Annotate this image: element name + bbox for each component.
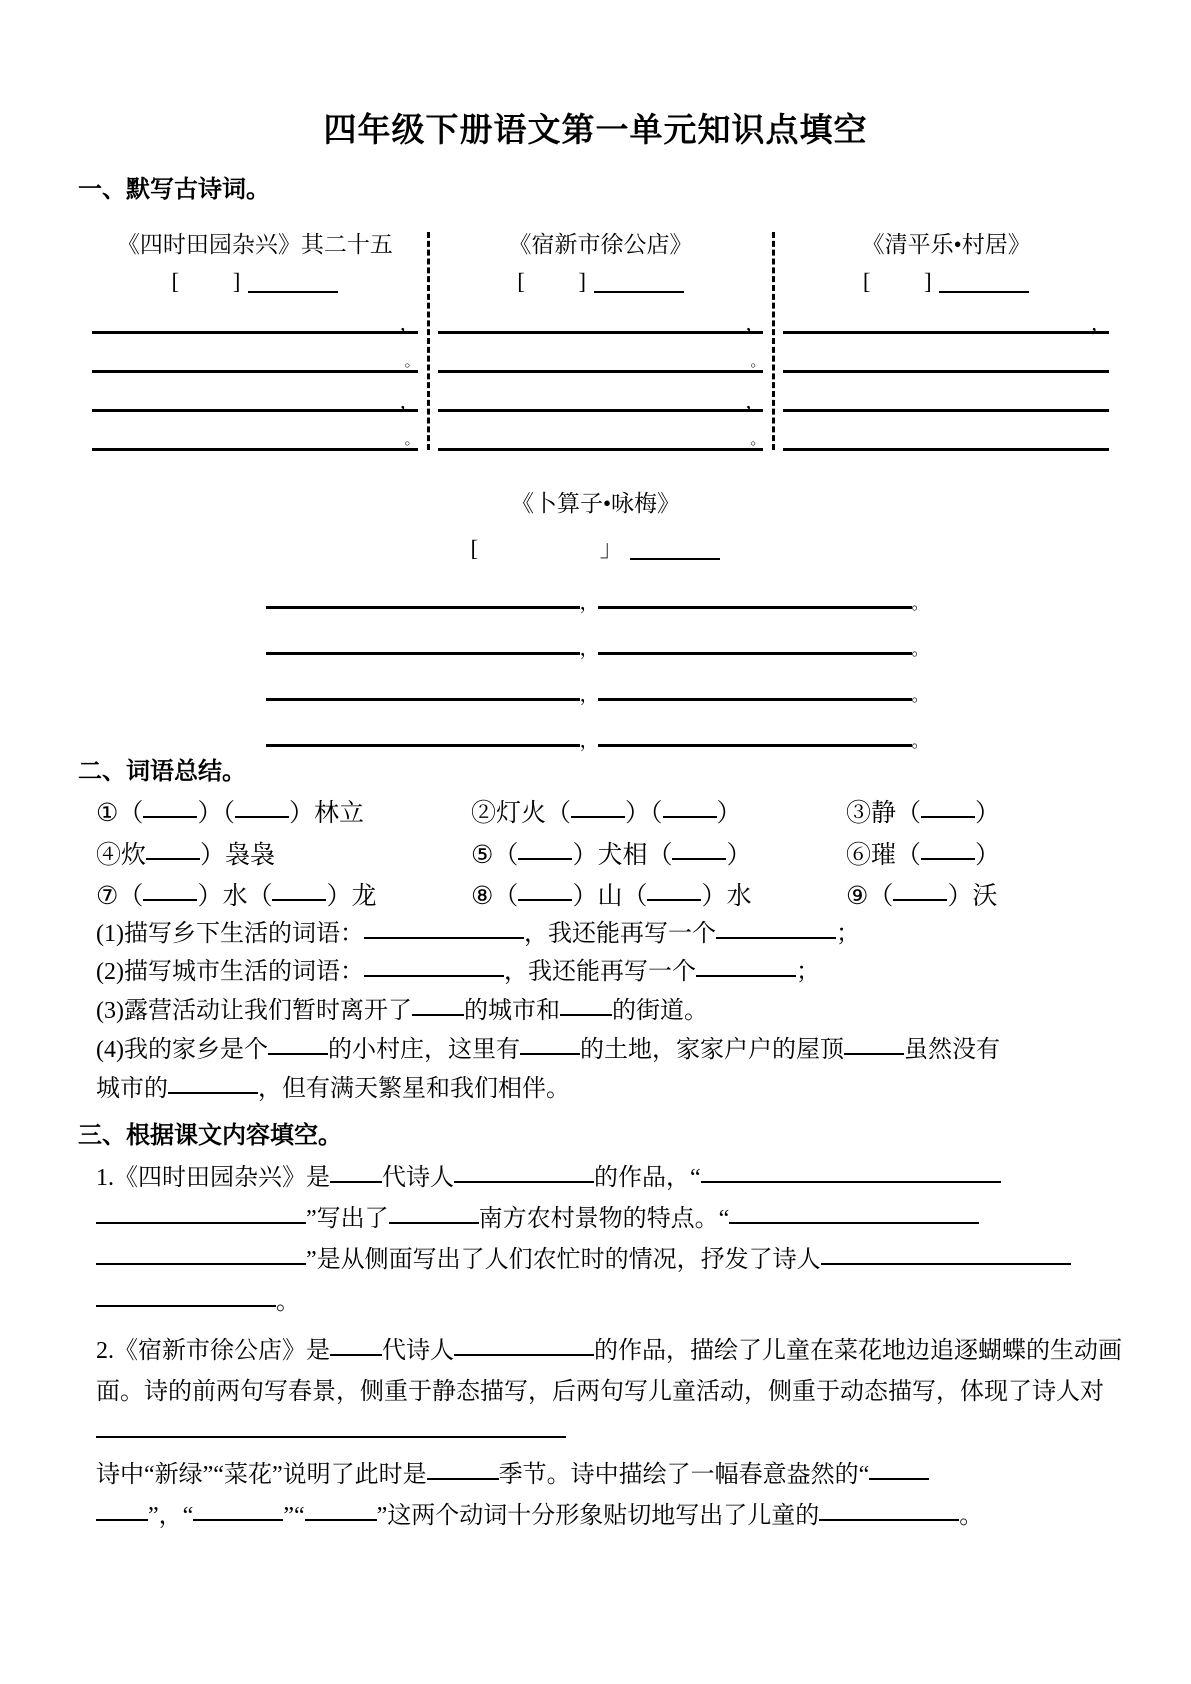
verse-line[interactable] [438, 391, 766, 413]
question-text: 季节。诗中描绘了一幅春意盎然的“ [498, 1461, 870, 1488]
fill-blank[interactable] [389, 1202, 479, 1224]
question-text: 代诗人 [382, 1337, 454, 1364]
question-text: ”写出了 [306, 1206, 389, 1233]
verse-punct: ， [745, 391, 766, 413]
word-text: ）袅袅 [200, 841, 276, 869]
verse-line[interactable] [783, 409, 1109, 412]
verse-punct: 。 [911, 731, 929, 751]
word-item-4[interactable] [96, 842, 471, 870]
center-verse-row [266, 730, 929, 752]
fill-blank[interactable] [729, 1202, 979, 1224]
question-text: 。 [276, 1288, 300, 1315]
word-text: ）（ [625, 800, 663, 827]
verse-punct: 。 [750, 432, 766, 448]
word-number: ② [471, 800, 497, 827]
sentence-text: ； [835, 920, 860, 947]
word-blank[interactable] [518, 899, 572, 901]
fill-blank[interactable] [268, 1033, 328, 1055]
fill-blank[interactable] [454, 1334, 594, 1356]
question-2-line-1 [96, 1331, 1123, 1455]
verse-lines [92, 313, 420, 451]
sentence-1 [96, 915, 1121, 954]
word-text: ）犬相（ [572, 841, 673, 869]
word-blank[interactable] [921, 816, 975, 818]
question-2-line-3 [96, 1496, 1123, 1537]
fill-blank[interactable] [330, 1161, 382, 1183]
verse-half[interactable] [598, 606, 912, 609]
word-blank[interactable] [146, 858, 200, 860]
center-poem-author-line [0, 530, 1191, 563]
sentence-text: ； [795, 959, 820, 986]
word-text: 静（ [871, 800, 922, 827]
fill-blank[interactable] [305, 1499, 377, 1521]
sentence-text: 的街道。 [611, 998, 708, 1025]
sentence-text: (2)描写城市生活的词语： [96, 959, 364, 986]
question-2-line-2 [96, 1455, 1123, 1496]
poem-author-line [438, 269, 764, 295]
question-text: ”这两个动词十分形象贴切地写出了儿童的 [376, 1503, 820, 1529]
verse-half[interactable] [266, 744, 580, 747]
word-item-9[interactable] [846, 883, 1086, 911]
verse-half[interactable] [598, 652, 912, 655]
word-number: ④ [96, 841, 122, 869]
verse-line[interactable] [92, 391, 420, 413]
question-text: 诗中“新绿”“菜花”说明了此时是 [96, 1461, 427, 1488]
word-text: ）水（ [197, 883, 273, 910]
poem-title: 《清平乐•村居》 [861, 232, 1031, 257]
verse-punct: 。 [404, 432, 420, 448]
word-text: ）龙 [326, 883, 377, 910]
fill-blank[interactable] [330, 1334, 382, 1356]
verse-lines [438, 313, 766, 451]
bracket-left: [ [862, 269, 871, 294]
question-text: ”是从侧面写出了人们农忙时的情况，抒发了诗人 [306, 1247, 821, 1274]
word-text: （ [493, 841, 519, 869]
fill-blank[interactable] [96, 1285, 276, 1307]
sentence-2 [96, 953, 1121, 992]
word-blank[interactable] [672, 858, 726, 860]
verse-punct: 。 [404, 354, 420, 370]
verse-punct: 。 [911, 639, 929, 659]
question-1-line-4 [96, 1282, 1123, 1323]
section-heading-two: 二、词语总结。 [78, 758, 246, 785]
question-1-line-3 [96, 1240, 1123, 1281]
question-text: 代诗人 [382, 1164, 454, 1191]
author-blank[interactable] [248, 291, 338, 293]
word-item-2[interactable] [471, 800, 846, 828]
verse-punct: 。 [750, 354, 766, 370]
word-number: ⑨ [846, 883, 869, 910]
word-text: ） [975, 800, 1001, 827]
sentence-text: (3)露营活动让我们暂时离开了 [96, 998, 412, 1025]
fill-blank[interactable] [821, 1243, 1071, 1265]
word-blank[interactable] [921, 858, 975, 860]
word-text: ）（ [197, 800, 235, 827]
word-text: （ [868, 883, 894, 910]
fill-blank[interactable] [168, 1072, 258, 1094]
bracket-right: ] [232, 269, 241, 294]
word-blank[interactable] [571, 816, 625, 818]
word-text: 璀（ [871, 841, 922, 869]
verse-line[interactable] [92, 313, 420, 335]
question-1-line-1 [96, 1158, 1123, 1199]
section-heading-one: 一、默写古诗词。 [78, 176, 270, 203]
sentence-text: 的小村庄，这里有 [327, 1037, 520, 1064]
bracket-right: ] [924, 269, 932, 294]
sentence-text: (1)描写乡下生活的词语： [96, 920, 364, 947]
question-text: 。 [959, 1503, 984, 1529]
question-text: 的作品，“ [594, 1164, 701, 1191]
fill-blank[interactable] [96, 1416, 566, 1438]
verse-punct: ， [745, 313, 766, 335]
word-blank[interactable] [518, 858, 572, 860]
verse-line[interactable] [92, 354, 420, 373]
fill-blank[interactable] [427, 1458, 499, 1480]
poem-author-line [783, 269, 1109, 295]
word-item-7[interactable] [96, 883, 471, 911]
fill-blank[interactable] [96, 1202, 306, 1224]
fill-blank[interactable] [560, 994, 612, 1016]
bracket-left: [ [171, 269, 180, 294]
fill-blank[interactable] [364, 955, 504, 977]
center-poem [0, 485, 1191, 752]
word-number: ⑧ [471, 883, 494, 910]
word-text: ）林立 [288, 800, 364, 827]
center-verse-lines [266, 592, 929, 752]
word-text: ）水 [701, 883, 752, 910]
section-heading-three: 三、根据课文内容填空。 [78, 1121, 342, 1149]
fill-blank[interactable] [869, 1458, 929, 1480]
question-text: 2.《宿新市徐公店》是 [96, 1337, 330, 1364]
verse-punct: ， [579, 684, 600, 706]
word-text: （ [118, 800, 144, 827]
verse-punct: ， [579, 592, 600, 614]
bracket-left: [ [517, 269, 525, 294]
verse-half[interactable] [598, 698, 912, 701]
sentence-text: 城市的 [96, 1076, 168, 1102]
poem-title: 《宿新市徐公店》 [508, 232, 693, 257]
word-row [96, 800, 1121, 828]
verse-line[interactable] [438, 313, 766, 335]
word-text: ） [716, 800, 742, 827]
sentence-3 [96, 992, 1121, 1031]
poem-column-3 [773, 226, 1119, 451]
sentence-4 [96, 1031, 1121, 1070]
bracket-right: ] [578, 269, 587, 294]
poem-title: 《四时田园杂兴》其二十五 [116, 232, 393, 257]
word-number: ⑥ [846, 841, 872, 869]
word-text: ） [726, 841, 752, 869]
word-number: ③ [846, 800, 872, 827]
sentence-text: 虽然没有 [903, 1037, 1000, 1064]
sentence-text: ，但有满天繁星和我们相伴。 [258, 1076, 570, 1102]
author-blank[interactable] [630, 558, 720, 560]
fill-blank[interactable] [96, 1243, 306, 1265]
poem-author-line [92, 269, 418, 295]
verse-line[interactable] [438, 432, 766, 451]
question-2 [0, 1331, 1191, 1537]
fill-blank[interactable] [701, 1161, 1001, 1183]
word-text: ）沃 [947, 883, 998, 910]
center-verse-row [266, 684, 929, 706]
word-text: ）山（ [572, 883, 648, 910]
fill-blank[interactable] [716, 917, 836, 939]
word-blank[interactable] [143, 899, 197, 901]
word-blank[interactable] [272, 899, 326, 901]
verse-half[interactable] [598, 744, 912, 747]
question-1-line-2 [96, 1199, 1123, 1240]
word-number: ⑦ [96, 883, 119, 910]
question-text: 的作品，描绘了儿童在菜花地边追逐蝴蝶的生动画面。诗的前两句写春景，侧重于静态描写，后两句写儿童活动，侧重于动态描写，体现了诗人对 [96, 1337, 1122, 1406]
word-row [96, 883, 1121, 911]
word-number: ⑤ [471, 841, 494, 869]
word-item-8[interactable] [471, 883, 846, 911]
word-blank[interactable] [647, 899, 701, 901]
word-blank[interactable] [143, 816, 197, 818]
verse-lines [783, 313, 1112, 451]
sentence-text: ，我还能再写一个 [503, 959, 696, 986]
poem-columns [0, 226, 1191, 451]
sentence-text: 的城市和 [463, 998, 560, 1025]
bracket-right: 」 [599, 536, 623, 561]
word-text: （ [118, 883, 144, 910]
fill-blank[interactable] [520, 1033, 580, 1055]
fill-blank[interactable] [454, 1161, 594, 1183]
section-two-sentences [0, 915, 1191, 1109]
word-text: （ [493, 883, 519, 910]
verse-line[interactable] [783, 313, 1112, 335]
author-blank[interactable] [939, 291, 1029, 293]
verse-punct: ， [399, 313, 420, 335]
verse-half[interactable] [266, 652, 580, 655]
question-text: 南方农村景物的特点。“ [478, 1206, 730, 1233]
verse-line[interactable] [438, 354, 766, 373]
sentence-text: (4)我的家乡是个 [96, 1037, 268, 1064]
question-text: ”，“ [148, 1503, 194, 1529]
sentence-text: ，我还能再写一个 [523, 920, 716, 947]
verse-punct: ， [1091, 313, 1112, 335]
author-blank[interactable] [594, 291, 684, 293]
sentence-4-cont [96, 1070, 1121, 1109]
word-item-5[interactable] [471, 842, 846, 870]
center-verse-row [266, 592, 929, 614]
fill-blank[interactable] [364, 917, 524, 939]
fill-blank[interactable] [412, 994, 464, 1016]
page-title: 四年级下册语文第一单元知识点填空 [323, 111, 868, 148]
word-item-3[interactable] [846, 800, 1086, 828]
word-row [96, 842, 1121, 870]
verse-punct: ， [399, 391, 420, 413]
word-blank[interactable] [235, 816, 289, 818]
verse-half[interactable] [266, 606, 580, 609]
verse-line[interactable] [783, 448, 1109, 451]
bracket-left: [ [470, 536, 479, 561]
word-blank[interactable] [893, 899, 947, 901]
question-text: 1.《四时田园杂兴》是 [96, 1164, 330, 1191]
question-text: ”“ [283, 1503, 305, 1529]
verse-line[interactable] [783, 370, 1109, 373]
poem-column-1 [82, 226, 428, 451]
word-text: 灯火（ [496, 800, 572, 827]
word-text: 炊 [121, 841, 147, 869]
word-list [0, 800, 1191, 911]
word-item-6[interactable] [846, 842, 1086, 870]
verse-punct: ， [579, 730, 600, 752]
fill-blank[interactable] [819, 1499, 959, 1521]
word-blank[interactable] [663, 816, 717, 818]
word-item-1[interactable] [96, 800, 471, 828]
sentence-text: 的土地，家家户户的屋顶 [579, 1037, 844, 1064]
center-poem-title: 《卜算子•咏梅》 [510, 491, 681, 516]
fill-blank[interactable] [844, 1033, 904, 1055]
question-1 [0, 1158, 1191, 1323]
fill-blank[interactable] [696, 955, 796, 977]
fill-blank[interactable] [96, 1499, 148, 1521]
verse-punct: 。 [911, 685, 929, 705]
verse-punct: 。 [911, 593, 929, 613]
fill-blank[interactable] [193, 1499, 283, 1521]
poem-column-2 [428, 226, 774, 451]
verse-half[interactable] [266, 698, 580, 701]
center-verse-row [266, 638, 929, 660]
verse-line[interactable] [92, 432, 420, 451]
word-number: ① [96, 800, 119, 827]
verse-punct: ， [579, 638, 600, 660]
word-text: ） [975, 841, 1001, 869]
